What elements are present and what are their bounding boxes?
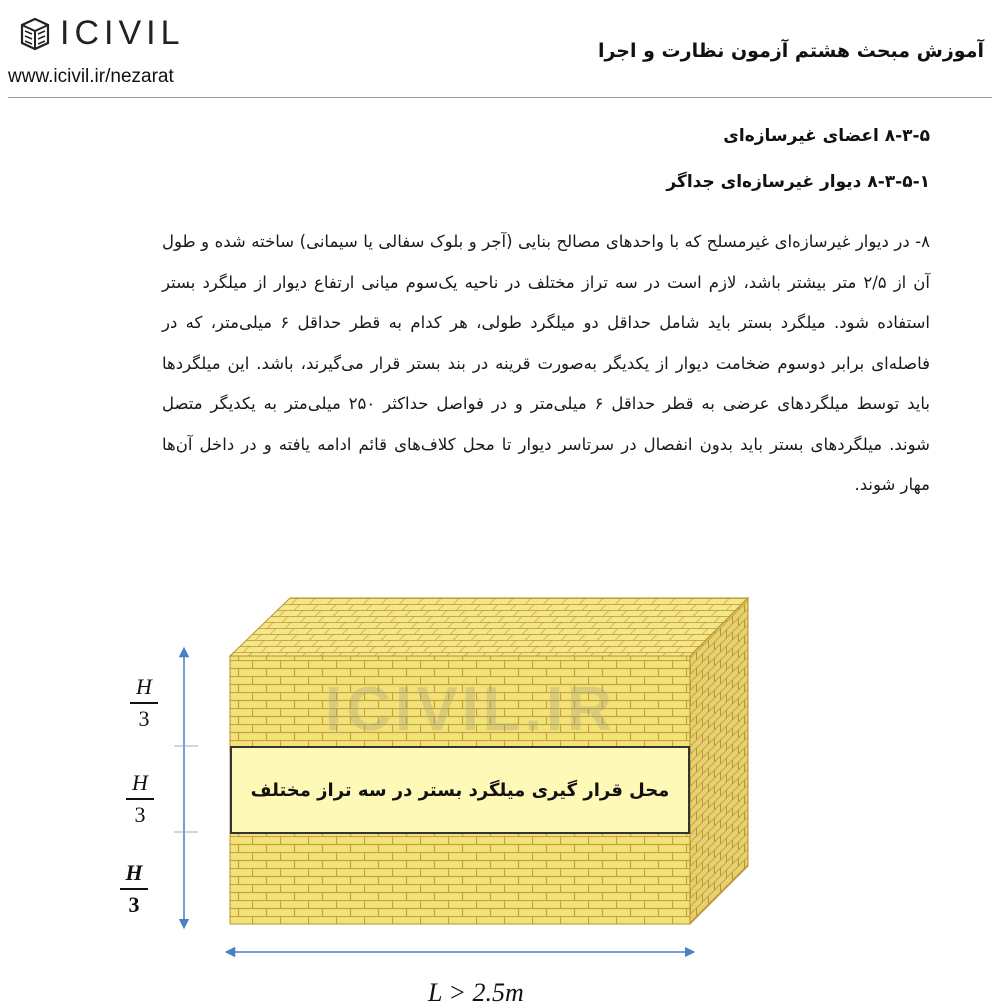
header-divider bbox=[8, 97, 992, 98]
section-subheading: ۸-۳-۵-۱ دیوار غیرسازه‌ای جداگر bbox=[666, 172, 930, 192]
building-logo-icon bbox=[20, 17, 50, 51]
watermark: ICIVIL.IR bbox=[325, 675, 616, 744]
height-fraction-top: H 3 bbox=[124, 674, 164, 732]
band-label: محل قرار گیری میلگرد بستر در سه تراز مختلف bbox=[250, 779, 670, 801]
site-url[interactable]: www.icivil.ir/nezarat bbox=[8, 66, 174, 87]
section-heading: ۸-۳-۵ اعضای غیرسازه‌ای bbox=[723, 126, 930, 146]
wall-side-face bbox=[690, 598, 748, 924]
logo-text: ICIVIL bbox=[60, 14, 185, 52]
logo bbox=[20, 14, 184, 53]
page-header-title: آموزش مبحث هشتم آزمون نظارت و اجرا bbox=[597, 40, 984, 62]
wall-figure bbox=[0, 580, 1000, 1005]
height-fraction-middle: H 3 bbox=[120, 770, 160, 828]
wall-top-face bbox=[230, 598, 748, 656]
bed-reinforcement-band bbox=[230, 746, 690, 834]
body-paragraph: ۸- در دیوار غیرسازه‌ای غیرمسلح که با واحدهای مصالح بنایی (آجر و بلوک سفالی یا سیمانی) ساخته شده و طول آن از ۲/۵ متر بیشتر باشد، لازم است در سه تراز مختلف در ناحیه یک‌سوم میانی ارتفاع دیوار از میلگرد بستر استفاده شود. میلگرد بستر باید شامل حداقل دو میلگرد طولی، هر کدام به قطر حداقل ۶ میلی‌متر، که در فاصله‌ای برابر دوسوم ضخامت دیوار از یکدیگر به‌صورت قرینه در بند بستر قرار می‌گیرند، باشد. این میلگردها باید توسط میلگردهای عرضی به قطر حداقل ۶ میلی‌متر و در فواصل حداکثر ۲۵۰ میلی‌متر به یکدیگر متصل شوند. میلگردهای بستر باید بدون انفصال در سرتاسر دیوار تا محل کلاف‌های قائم ادامه یافته و در داخل آن‌ها مهار شوند. bbox=[162, 232, 930, 494]
height-fraction-bottom: H 3 bbox=[114, 860, 154, 918]
length-label: L > 2.5m bbox=[428, 978, 524, 1007]
